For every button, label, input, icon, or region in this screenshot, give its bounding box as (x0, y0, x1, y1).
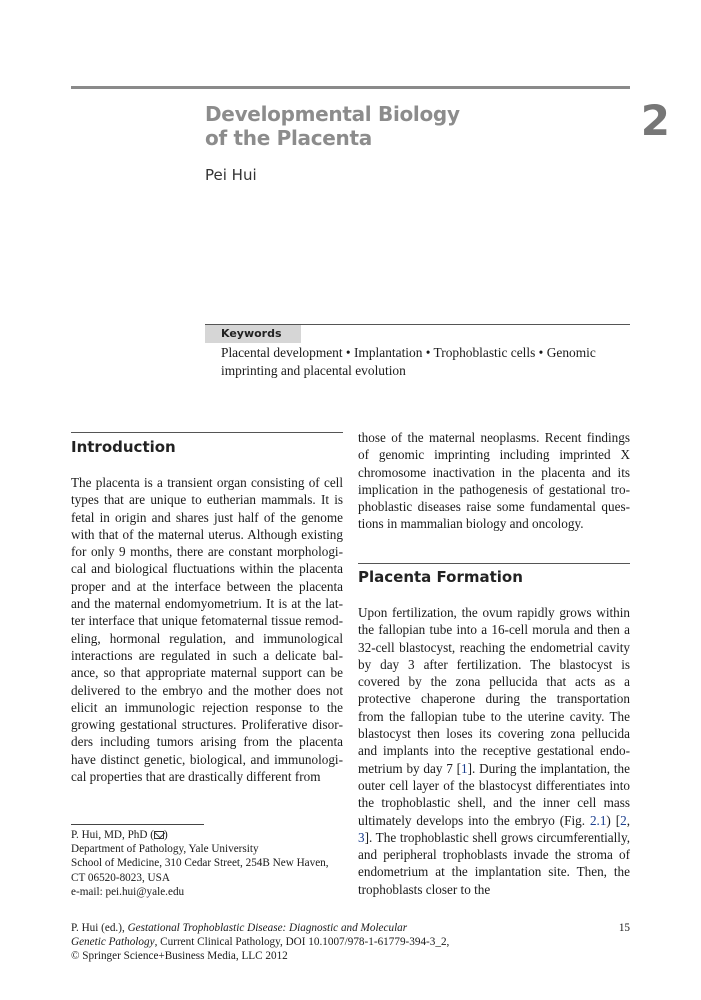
chapter-title-line1: Developmental Biology (205, 102, 460, 126)
reference-link-2[interactable]: 2 (620, 812, 627, 828)
introduction-rule (71, 432, 343, 433)
citation-copyright: © Springer Science+Business Media, LLC 2012 (71, 950, 288, 963)
page-number: 15 (618, 922, 630, 934)
footnote-rule (71, 824, 204, 825)
citation-series: , Current Clinical Pathology, DOI 10.1007/978-1-61779-394-3_2, (154, 936, 450, 949)
introduction-continuation-paragraph: those of the maternal neoplasms. Recent findings of genomic imprinting including imprinted X chromosome inactivation in the placenta and its implication in the pathogenesis of gestational trophoblastic diseases raise some fundamental questions in mammalian biology and oncology. (358, 430, 630, 532)
author-affiliation (71, 828, 361, 899)
body-text-part5: ]. The trophoblastic shell grows circumferentially, and peripheral trophoblasts invade the stroma of endometrium at the implantation site. Then, the trophoblasts closer to the (358, 829, 630, 897)
citation-book-title-2: Genetic Pathology (71, 936, 155, 949)
affiliation-name-line (71, 828, 361, 842)
introduction-continuation (358, 429, 630, 533)
envelope-icon (154, 831, 164, 839)
affiliation-address: School of Medicine, 310 Cedar Street, 254B New Haven, (71, 857, 329, 870)
book-citation (71, 921, 591, 964)
body-text-part4: , (626, 812, 630, 828)
introduction-body (71, 474, 343, 785)
affiliation-city: CT 06520-8023, USA (71, 871, 170, 884)
top-rule (71, 86, 630, 89)
affiliation-name-close: ) (164, 829, 168, 841)
citation-book-title-1: Gestational Trophoblastic Disease: Diagnostic and Molecular (127, 922, 408, 934)
reference-link-3[interactable]: 3 (358, 829, 365, 845)
body-text-part1: Upon fertilization, the ovum rapidly grows within the fallopian tube into a 16-cell morula and then a 32-cell blastocyst, reaching the endometrial cavity by day 3 after fertilization. The blastocyst is covered by the zona pellucida that acts as a protective chaperone during the transportation from the fallopian tube to the uterine cavity. The blastocyst then loses its covering zona pellucida and implants into the receptive gestational endometrium by day 7 [ (358, 605, 630, 776)
placenta-formation-body (358, 604, 630, 898)
introduction-heading: Introduction (71, 438, 176, 456)
citation-line1 (71, 921, 591, 935)
chapter-number: 2 (640, 96, 670, 145)
affiliation-name: P. Hui, MD, PhD ( (71, 829, 154, 841)
citation-line2 (71, 935, 591, 949)
keywords-text: Placental development • Implantation • Trophoblastic cells • Genomic imprinting and placental evolution (221, 345, 596, 378)
author-name: Pei Hui (205, 166, 257, 184)
chapter-title-line2: of the Placenta (205, 126, 372, 150)
placenta-formation-heading: Placenta Formation (358, 568, 523, 586)
placenta-formation-rule (358, 563, 630, 564)
body-text-part3: ) [ (606, 812, 621, 828)
reference-link-1[interactable]: 1 (461, 760, 468, 776)
figure-link-2-1[interactable]: 2.1 (589, 812, 607, 828)
keywords-label: Keywords (205, 325, 301, 343)
introduction-paragraph: The placenta is a transient organ consisting of cell types that are unique to eutherian mammals. It is fetal in origin and shares just half of the genome with that of the maternal uterus. Although existing for only 9 months, there are constant morphological and biological fluctuations within the placenta proper and at the interface between the placenta and the maternal endomyometrium. It is at the latter interface that unique fetomaternal tissue remodeling, hormonal regulation, and immunological interactions are regulated in such a delicate balance, so that appropriate maternal support can be delivered to the embryo and the mother does not elicit an immunologic rejection response to the growing gestational structures. Proliferative disorders including tumors arising from the placenta have distinct genetic, biological, and immunological properties that are drastically different from (71, 475, 343, 785)
placenta-formation-paragraph (358, 604, 630, 898)
citation-prefix: P. Hui (ed.), (71, 922, 128, 934)
chapter-title (205, 102, 535, 150)
affiliation-email: e-mail: pei.hui@yale.edu (71, 885, 185, 898)
body-text-part2: ]. During the implantation, the outer cell layer of the blastocyst differentiates into the trophoblastic shell, and the inner cell mass ultimately develops into the embryo (Fig. (358, 760, 630, 828)
affiliation-department: Department of Pathology, Yale University (71, 843, 259, 856)
